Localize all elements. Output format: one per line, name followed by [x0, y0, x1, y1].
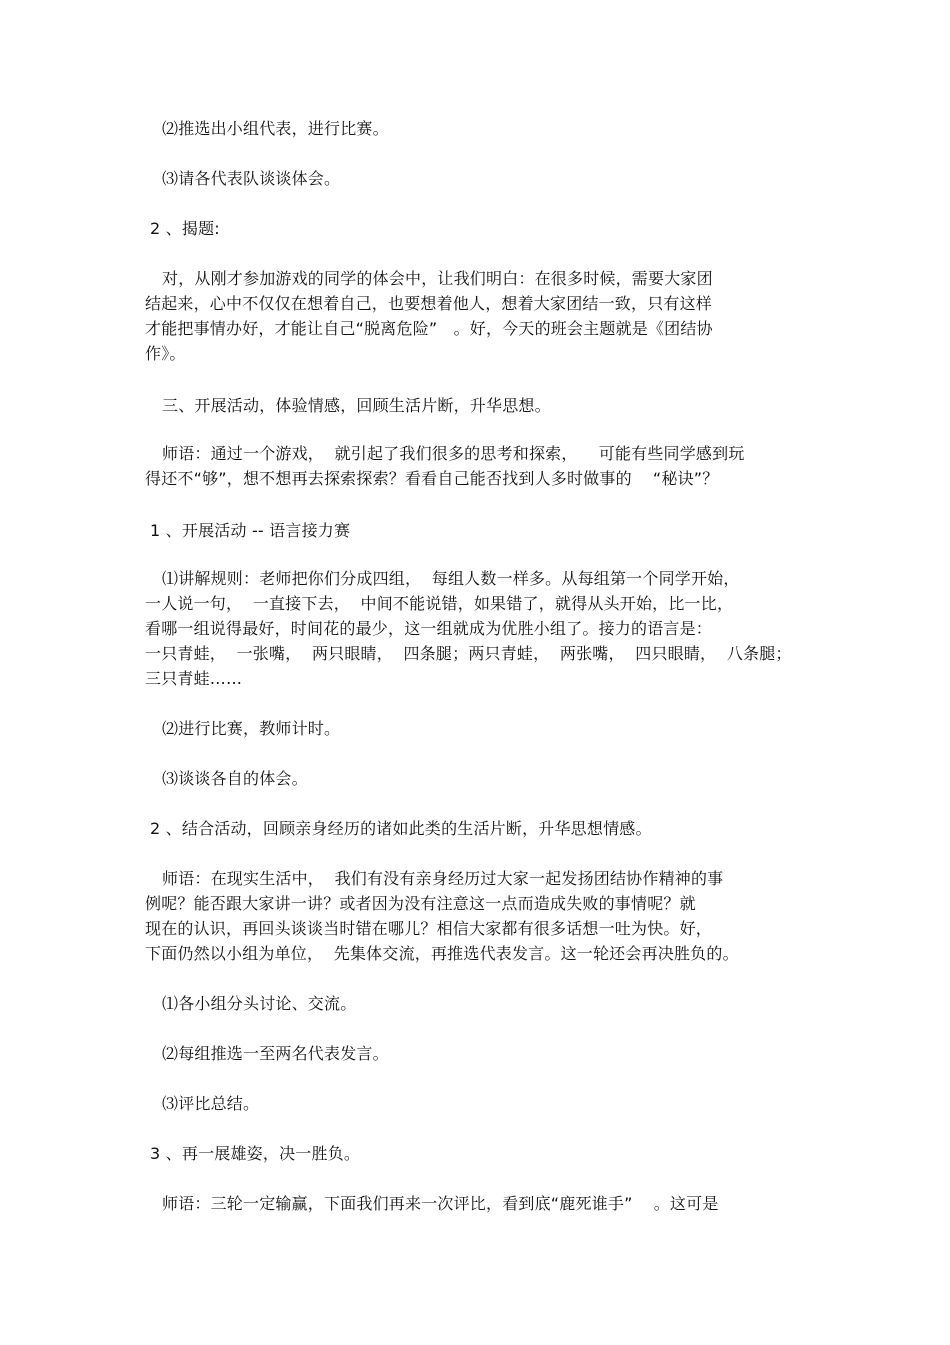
paragraph-line: 下面仍然以小组为单位， 先集体交流，再推选代表发言。这一轮还会再决胜负的。: [145, 944, 739, 963]
list-item: ⑵进行比赛，教师计时。: [162, 719, 341, 738]
list-item: ⑶请各代表队谈谈体会。: [162, 169, 341, 188]
list-item: ⑵每组推选一至两名代表发言。: [162, 1044, 389, 1063]
section-heading: 2 、结合活动，回顾亲身经历的诸如此类的生活片断，升华思想情感。: [150, 819, 652, 838]
paragraph-line: 师语：三轮一定输赢，下面我们再来一次评比，看到底“鹿死谁手” 。这可是: [162, 1194, 719, 1213]
paragraph-line: 师语：通过一个游戏， 就引起了我们很多的思考和探索， 可能有些同学感到玩: [162, 444, 745, 463]
list-item: ⑶评比总结。: [162, 1094, 260, 1113]
paragraph-line: ⑴讲解规则：老师把你们分成四组， 每组人数一样多。从每组第一个同学开始，: [162, 569, 740, 588]
section-heading: 2 、揭题:: [150, 219, 220, 238]
paragraph-line: 一只青蛙， 一张嘴， 两只眼睛， 四条腿；两只青蛙， 两张嘴， 四只眼睛， 八条腿；: [145, 644, 792, 663]
paragraph-line: 看哪一组说得最好，时间花的最少，这一组就成为优胜小组了。接力的语言是：: [145, 619, 713, 638]
paragraph-line: 现在的认识，再回头谈谈当时错在哪儿？相信大家都有很多话想一吐为快。好，: [145, 919, 713, 938]
list-item: ⑴各小组分头讨论、交流。: [162, 994, 357, 1013]
section-heading: 三、开展活动，体验情感，回顾生活片断，升华思想。: [162, 396, 551, 415]
paragraph-line: 作》。: [145, 344, 186, 363]
list-item: ⑶谈谈各自的体会。: [162, 769, 308, 788]
section-heading: 3 、再一展雄姿，决一胜负。: [150, 1144, 361, 1163]
paragraph-line: 三只青蛙……: [145, 669, 243, 688]
section-heading: 1 、开展活动 -- 语言接力赛: [150, 521, 351, 540]
paragraph-line: 一人说一句， 一直接下去， 中间不能说错，如果错了，就得从头开始，比一比，: [145, 594, 734, 613]
paragraph-line: 得还不“够”，想不想再去探索探索？看看自己能否找到人多时做事的 “秘诀”？: [145, 469, 719, 488]
paragraph-line: 结起来，心中不仅仅在想着自己，也要想着他人，想着大家团结一致，只有这样: [145, 294, 713, 313]
paragraph-line: 师语：在现实生活中， 我们有没有亲身经历过大家一起发扬团结协作精神的事: [162, 869, 724, 888]
list-item: ⑵推选出小组代表，进行比赛。: [162, 119, 389, 138]
paragraph-line: 对，从刚才参加游戏的同学的体会中，让我们明白：在很多时候，需要大家团: [162, 269, 713, 288]
paragraph-line: 才能把事情办好，才能让自己“脱离危险” 。好，今天的班会主题就是《团结协: [145, 319, 713, 338]
paragraph-line: 例呢？能否跟大家讲一讲？或者因为没有注意这一点而造成失败的事情呢？就: [145, 894, 696, 913]
